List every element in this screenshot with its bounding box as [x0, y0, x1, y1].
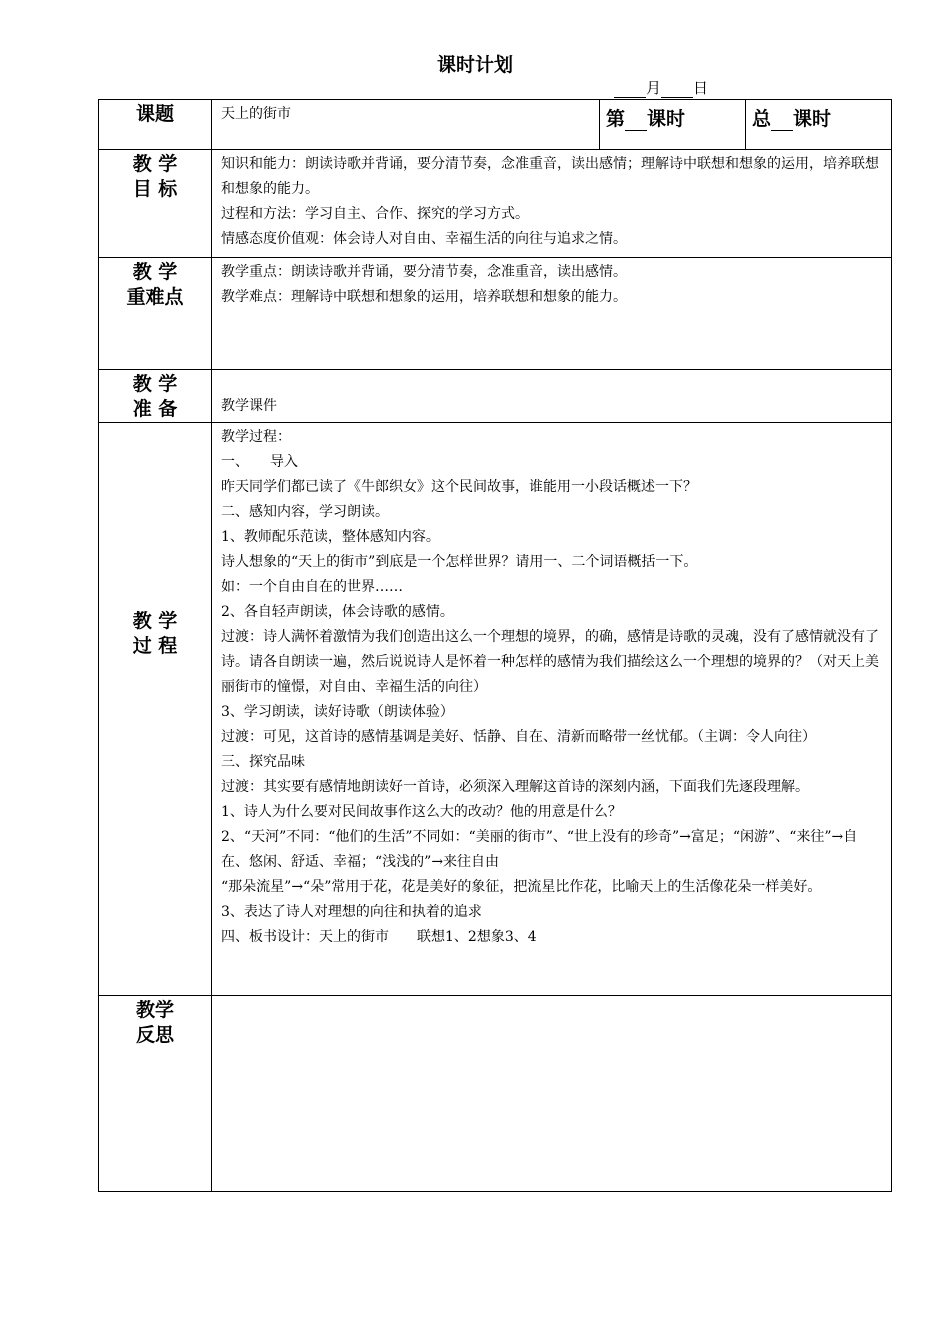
- section-label-line: 教学: [135, 999, 174, 1021]
- section-reflection: [99, 996, 892, 1192]
- content-line: 二、感知内容，学习朗读。: [221, 504, 389, 520]
- month-blank[interactable]: [614, 83, 646, 98]
- section-label-line: 教 学: [132, 261, 178, 283]
- topic-label: 课题: [135, 103, 174, 125]
- section-key-points: [99, 258, 892, 370]
- topic-value: 天上的街市: [221, 106, 291, 122]
- header-row: [99, 100, 892, 150]
- content-line: 如：一个自由自在的世界……: [221, 579, 403, 595]
- content-line: 过渡：可见，这首诗的感情基调是美好、恬静、自在、清新而略带一丝忧郁。（主调：令人向往）: [221, 729, 816, 745]
- objectives-content[interactable]: [212, 150, 892, 258]
- section-label-line: 教 学: [132, 373, 178, 395]
- content-line: 四、板书设计：天上的街市 联想1、2想象3、4: [221, 929, 537, 945]
- section-label-cell: [99, 258, 212, 370]
- content-line: 诗人想象的“天上的街市”到底是一个怎样世界？请用一、二个词语概括一下。: [221, 554, 698, 570]
- section-label-line: 重难点: [126, 286, 184, 308]
- total-lessons-cell[interactable]: [746, 100, 892, 150]
- content-line: 教学过程：: [221, 429, 291, 445]
- day-blank[interactable]: [661, 83, 693, 98]
- content-line: 1、教师配乐范读，整体感知内容。: [221, 529, 440, 545]
- section-label-line: 过 程: [132, 635, 178, 657]
- section-label-line: 反思: [135, 1024, 174, 1046]
- lesson-number-blank[interactable]: [625, 112, 647, 131]
- reflection-content[interactable]: [212, 996, 892, 1192]
- section-label-line: 目 标: [132, 178, 178, 200]
- month-label: 月: [646, 79, 662, 97]
- content-line: 教学课件: [221, 398, 277, 414]
- total-number-blank[interactable]: [771, 112, 793, 131]
- content-line: 昨天同学们都已读了《牛郎织女》这个民间故事，谁能用一小段话概述一下？: [221, 479, 697, 495]
- content-line: 过程和方法：学习自主、合作、探究的学习方式。: [221, 206, 529, 222]
- total-prefix: 总: [752, 108, 772, 130]
- content-line: 3、学习朗读，读好诗歌（朗读体验）: [221, 704, 454, 720]
- content-line: 知识和能力：朗读诗歌并背诵，要分清节奏，念准重音，读出感情；理解诗中联想和想象的运用，培养联想和想象的能力。: [221, 156, 879, 197]
- section-process: [99, 423, 892, 996]
- content-line: 三、探究品味: [221, 754, 305, 770]
- content-line: 过渡：其实要有感情地朗读好一首诗，必须深入理解这首诗的深刻内涵，下面我们先逐段理解。: [221, 779, 809, 795]
- section-label-line: 教 学: [132, 610, 178, 632]
- section-label-cell: [99, 150, 212, 258]
- content-line: 过渡：诗人满怀着激情为我们创造出这么一个理想的境界，的确，感情是诗歌的灵魂，没有了感情就没有了诗。请各自朗读一遍，然后说说诗人是怀着一种怎样的感情为我们描绘这么一个理想的境界的？（对天上美丽街市的憧憬，对自由、幸福生活的向往）: [221, 629, 879, 695]
- lesson-number-cell[interactable]: [600, 100, 746, 150]
- content-line: “那朵流星”→“朵”常用于花，花是美好的象征，把流星比作花，比喻天上的生活像花朵一样美好。: [221, 879, 822, 895]
- preparation-content[interactable]: [212, 370, 892, 423]
- section-objectives: [99, 150, 892, 258]
- content-line: 教学难点：理解诗中联想和想象的运用，培养联想和想象的能力。: [221, 289, 627, 305]
- process-content[interactable]: [212, 423, 892, 996]
- section-label-cell: [99, 996, 212, 1192]
- topic-label-cell: [99, 100, 212, 150]
- topic-value-cell[interactable]: [212, 100, 600, 150]
- content-line: 情感态度价值观：体会诗人对自由、幸福生活的向往与追求之情。: [221, 231, 627, 247]
- date-line: [614, 77, 708, 98]
- lesson-plan-table: [98, 99, 892, 1192]
- total-suffix: 课时: [793, 108, 832, 130]
- page-title: 课时计划: [436, 54, 513, 76]
- content-line: 3、表达了诗人对理想的向往和执着的追求: [221, 904, 482, 920]
- section-preparation: [99, 370, 892, 423]
- section-label-cell: [99, 370, 212, 423]
- section-label-cell: [99, 423, 212, 996]
- content-line: 教学重点：朗读诗歌并背诵，要分清节奏，念准重音，读出感情。: [221, 264, 627, 280]
- content-line: 一、 导入: [221, 454, 298, 470]
- day-label: 日: [693, 79, 709, 97]
- content-line: 1、诗人为什么要对民间故事作这么大的改动？他的用意是什么？: [221, 804, 622, 820]
- content-line: 2、各自轻声朗读，体会诗歌的感情。: [221, 604, 454, 620]
- section-label-line: 准 备: [132, 398, 178, 420]
- content-line: 2、“天河”不同：“他们的生活”不同如：“美丽的街市”、“世上没有的珍奇”→富足；“闲游”、“来往”→自在、悠闲、舒适、幸福；“浅浅的”→来往自由: [221, 829, 858, 870]
- key-points-content[interactable]: [212, 258, 892, 370]
- lesson-suffix: 课时: [647, 108, 686, 130]
- section-label-line: 教 学: [132, 153, 178, 175]
- lesson-prefix: 第: [606, 108, 626, 130]
